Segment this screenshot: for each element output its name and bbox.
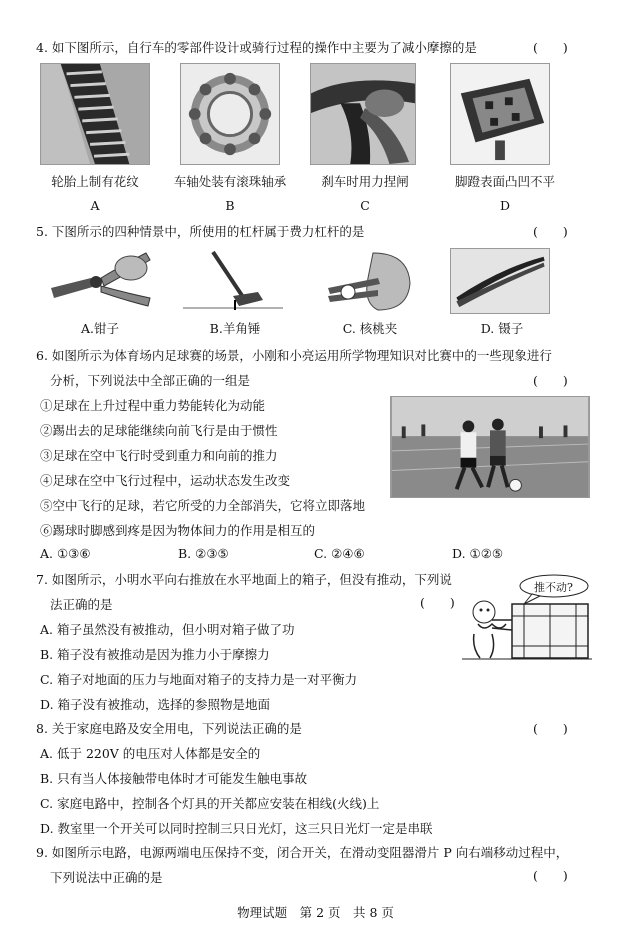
q4-stem: 4. 如下图所示，自行车的零部件设计或骑行过程的操作中主要为了减小摩擦的是 xyxy=(36,40,477,55)
q8-option-d: D. 教室里一个开关可以同时控制三只日光灯，这三只日光灯一定是串联 xyxy=(40,821,433,836)
q6-statement-6: ⑥踢球时脚感到疼是因为物体间力的作用是相互的 xyxy=(40,523,316,538)
q4-letter-c: C xyxy=(360,198,370,213)
q5-caption-d: D. 镊子 xyxy=(480,321,524,336)
q6-stem-line2: 分析，下列说法中全部正确的一组是 xyxy=(50,373,251,388)
q4-caption-a: 轮胎上制有花纹 xyxy=(51,174,139,189)
q7-stem-line2: 法正确的是 xyxy=(50,597,113,612)
pliers-icon xyxy=(46,248,156,314)
q9-answer-paren: ( ) xyxy=(533,868,568,883)
q5-caption-a: A.钳子 xyxy=(80,321,119,336)
q4-answer-paren: ( ) xyxy=(533,40,568,55)
q8-option-b: B. 只有当人体接触带电体时才可能发生触电事故 xyxy=(40,771,308,786)
q5-caption-c: C. 核桃夹 xyxy=(342,321,398,336)
q8-stem: 8. 关于家庭电路及安全用电，下列说法正确的是 xyxy=(36,721,302,736)
q4-caption-d: 脚蹬表面凸凹不平 xyxy=(454,174,555,189)
q7-answer-paren: ( ) xyxy=(420,595,455,610)
q7-option-b: B. 箱子没有被推动是因为推力小于摩擦力 xyxy=(40,647,270,662)
q6-statement-1: ①足球在上升过程中重力势能转化为动能 xyxy=(40,398,266,413)
q4-caption-c: 刹车时用力捏闸 xyxy=(321,174,409,189)
football-match-photo-icon xyxy=(390,396,590,498)
q7-stem-line1: 7. 如图所示，小明水平向右推放在水平地面上的箱子，但没有推动，下列说 xyxy=(36,572,452,587)
q9-stem-line1: 9. 如图所示电路，电源两端电压保持不变，闭合开关，在滑动变阻器滑片 P 向右端移动过程中， xyxy=(36,845,569,860)
q7-option-c: C. 箱子对地面的压力与地面对箱子的支持力是一对平衡力 xyxy=(40,672,358,687)
q5-stem: 5. 下图所示的四种情景中，所使用的杠杆属于费力杠杆的是 xyxy=(36,224,365,239)
q8-option-a: A. 低于 220V 的电压对人体都是安全的 xyxy=(40,746,261,761)
q7-speech-bubble-text: 推不动? xyxy=(534,581,573,594)
q6-option-d: D. ①②⑤ xyxy=(452,546,504,561)
q6-statement-5: ⑤空中飞行的足球，若它所受的力全部消失，它将立即落地 xyxy=(40,498,366,513)
q6-option-c: C. ②④⑥ xyxy=(314,546,365,561)
q7-option-a: A. 箱子虽然没有被推动，但小明对箱子做了功 xyxy=(40,622,295,637)
q8-answer-paren: ( ) xyxy=(533,721,568,736)
tweezers-icon xyxy=(450,248,550,314)
brake-lever-icon xyxy=(310,63,416,165)
q6-statement-2: ②踢出去的足球能继续向前飞行是由于惯性 xyxy=(40,423,278,438)
q5-answer-paren: ( ) xyxy=(533,224,568,239)
ball-bearing-icon xyxy=(180,63,280,165)
q6-stem-line1: 6. 如图所示为体育场内足球赛的场景，小刚和小亮运用所学物理知识对比赛中的一些现象进行 xyxy=(36,348,552,363)
page-footer: 物理试题 第 2 页 共 8 页 xyxy=(237,905,394,920)
q6-option-a: A. ①③⑥ xyxy=(40,546,91,561)
q4-letter-b: B xyxy=(225,198,235,213)
q4-caption-b: 车轴处装有滚珠轴承 xyxy=(173,174,287,189)
q4-letter-d: D xyxy=(499,198,511,213)
q6-option-b: B. ②③⑤ xyxy=(178,546,229,561)
pushing-box-cartoon-icon xyxy=(462,572,592,662)
pedal-icon xyxy=(450,63,550,165)
tire-tread-icon xyxy=(40,63,150,165)
q6-answer-paren: ( ) xyxy=(533,373,568,388)
q6-statement-3: ③足球在空中飞行时受到重力和向前的推力 xyxy=(40,448,278,463)
q7-option-d: D. 箱子没有被推动，选择的参照物是地面 xyxy=(40,697,271,712)
q9-stem-line2: 下列说法中正确的是 xyxy=(50,870,163,885)
q4-letter-a: A xyxy=(90,198,100,213)
nutcracker-icon xyxy=(318,248,424,314)
q8-option-c: C. 家庭电路中，控制各个灯具的开关都应安装在相线(火线)上 xyxy=(40,796,380,811)
claw-hammer-icon xyxy=(183,248,283,314)
q6-statement-4: ④足球在空中飞行过程中，运动状态发生改变 xyxy=(40,473,291,488)
q5-caption-b: B.羊角锤 xyxy=(209,321,261,336)
